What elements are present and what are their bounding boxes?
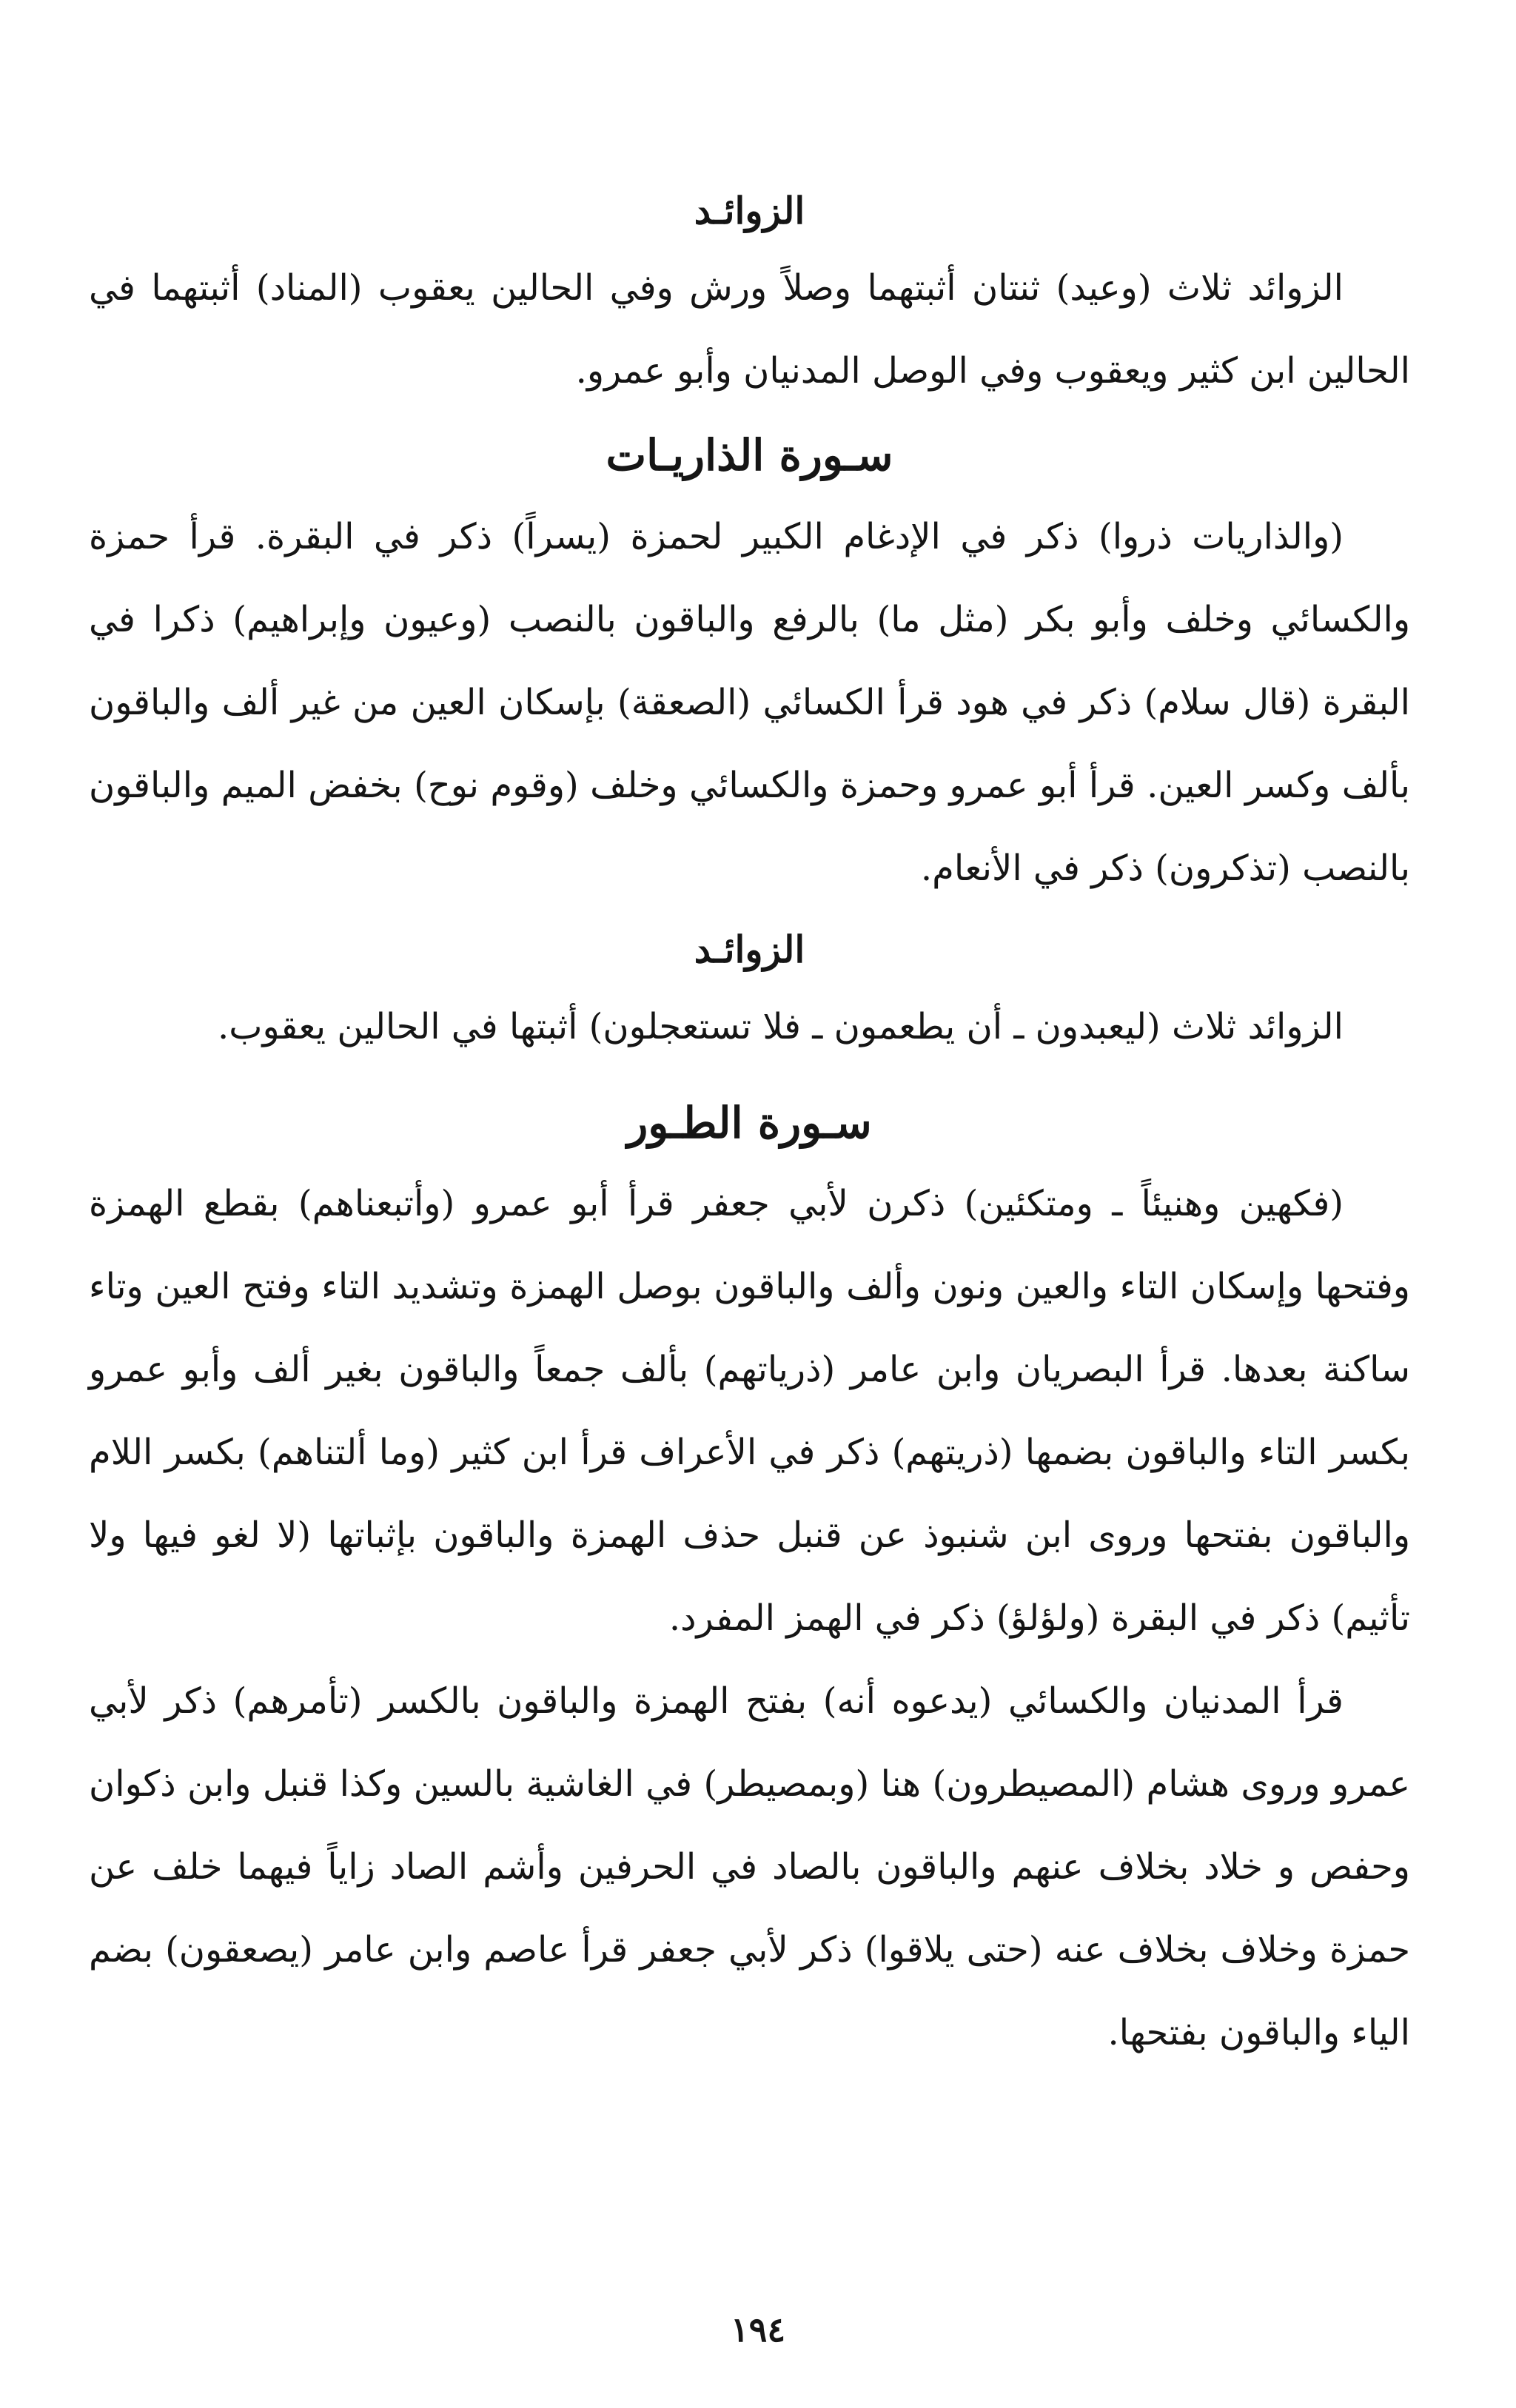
spacer <box>89 412 1410 430</box>
zawaid-1-paragraph: الزوائد ثلاث (وعيد) ثنتان أثبتهما وصلاً ورش وفي الحالين يعقوب (المناد) أثبتهما في الحالين ابن كثير ويعقوب وفي الوصل المدنيان وأبو عمرو. <box>89 267 1410 392</box>
page-number: ١٩٤ <box>730 2310 786 2350</box>
section-heading-zawaid-1: الزوائـد <box>694 189 805 232</box>
spacer <box>89 1068 1410 1098</box>
book-page <box>89 189 1410 2261</box>
section-heading-zawaid-2: الزوائـد <box>694 927 805 971</box>
adh-dhariyat-paragraph: (والذاريات ذروا) ذكر في الإدغام الكبير لحمزة (يسراً) ذكر في البقرة. قرأ حمزة والكسائي وخلف وأبو بكر (مثل ما) بالرفع والباقون بالنصب (وعيون وإبراهيم) ذكرا في البقرة (قال سلام) ذكر في هود قرأ الكسائي (الصعقة) بإسكان العين من غير ألف والباقون بألف وكسر العين. قرأ أبو عمرو وحمزة والكسائي وخلف (وقوم نوح) بخفض الميم والباقون بالنصب (تذكرون) ذكر في الأنعام. <box>89 515 1410 889</box>
surah-heading-at-tur: سـورة الطـور <box>627 1097 872 1148</box>
surah-heading-adh-dhariyat: سـورة الذاريـات <box>606 430 893 480</box>
zawaid-2-paragraph: الزوائد ثلاث (ليعبدون ـ أن يطعمون ـ فلا تستعجلون) أثبتها في الحالين يعقوب. <box>218 1005 1344 1047</box>
at-tur-paragraph-1: (فكهين وهنيئاً ـ ومتكئين) ذكرن لأبي جعفر قرأ أبو عمرو (وأتبعناهم) بقطع الهمزة وفتحها وإسكان التاء والعين ونون وألف والباقون بوصل الهمزة وتشديد التاء وفتح العين وتاء ساكنة بعدها. قرأ البصريان وابن عامر (ذرياتهم) بألف جمعاً والباقون بغير ألف وأبو عمرو بكسر التاء والباقون بضمها (ذريتهم) ذكر في الأعراف قرأ ابن كثير (وما ألتناهم) بكسر اللام والباقون بفتحها وروى ابن شنبوذ عن قنبل حذف الهمزة والباقون بإثباتها (لا لغو فيها ولا تأثيم) ذكر في البقرة (ولؤلؤ) ذكر في الهمز المفرد. <box>89 1183 1410 1640</box>
spacer <box>89 910 1410 928</box>
at-tur-paragraph-2: قرأ المدنيان والكسائي (يدعوه أنه) بفتح الهمزة والباقون بالكسر (تأمرهم) ذكر لأبي عمرو وروى هشام (المصيطرون) هنا (وبمصيطر) في الغاشية بالسين وكذا قنبل وابن ذكوان وحفص و خلاد بخلاف عنهم والباقون بالصاد في الحرفين وأشم الصاد زاياً فيهما خلف عن حمزة وخلاف بخلاف عنه (حتى يلاقوا) ذكر لأبي جعفر قرأ عاصم وابن عامر (يصعقون) بضم الياء والباقون بفتحها. <box>89 1680 1410 2054</box>
